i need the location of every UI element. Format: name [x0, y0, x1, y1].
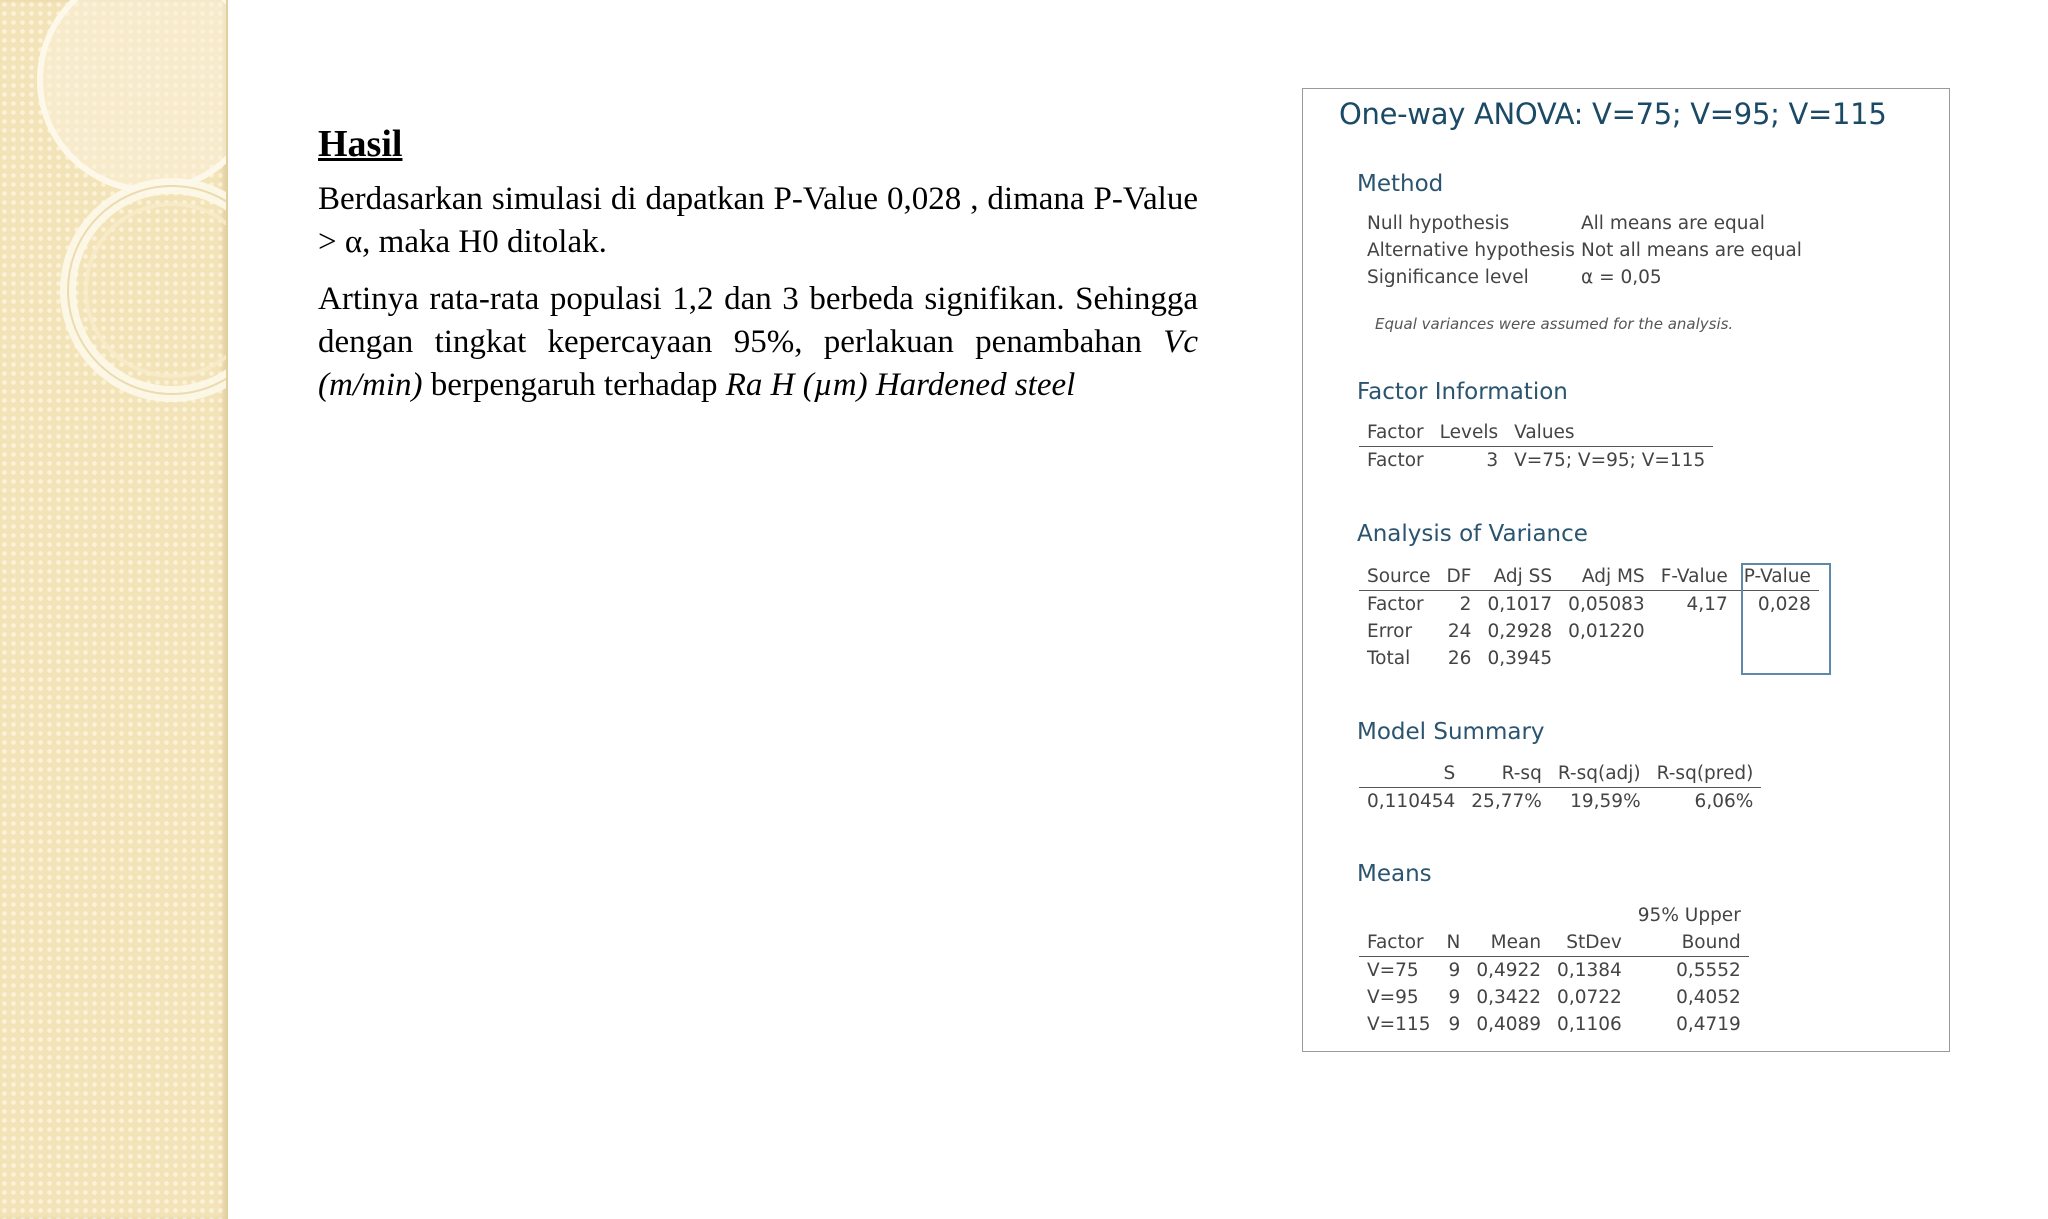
table-header: Levels	[1432, 419, 1506, 447]
table-header: Values	[1506, 419, 1713, 447]
table-cell: 9	[1448, 1014, 1461, 1035]
conclusion-text-a: Artinya rata-rata populasi 1,2 dan 3 berbeda signifikan. Sehingga dengan tingkat kepercayaan 95%, perlakuan penambahan	[318, 281, 1198, 360]
table-header: 95% Upper	[1637, 905, 1741, 926]
factor-info-heading: Factor Information	[1357, 379, 1568, 405]
table-cell: 19,59%	[1570, 791, 1641, 812]
table-cell	[1653, 618, 1736, 645]
table-header: R-sq(adj)	[1550, 760, 1649, 788]
table-cell: 0,4089	[1476, 1014, 1542, 1035]
table-header: Factor	[1359, 419, 1432, 447]
table-cell	[1560, 645, 1653, 672]
table-cell: 0,110454	[1367, 791, 1456, 812]
method-key: Alternative hypothesis	[1367, 240, 1575, 261]
table-cell: 9	[1448, 960, 1461, 981]
table-cell: 0,3945	[1487, 648, 1553, 669]
table-cell: V=115	[1367, 1014, 1431, 1035]
conclusion-text-b: berpengaruh terhadap	[422, 367, 726, 403]
method-value: All means are equal	[1581, 213, 1765, 234]
table-row	[1359, 788, 1761, 816]
conclusion-paragraph	[318, 278, 1198, 407]
table-cell: 24	[1447, 621, 1472, 642]
table-row	[1359, 957, 1749, 985]
table-header: Adj MS	[1560, 563, 1653, 591]
table-cell: 0,0722	[1557, 987, 1622, 1008]
decorative-side-strip	[0, 0, 226, 1219]
table-header: Mean	[1468, 929, 1549, 957]
method-key: Null hypothesis	[1367, 213, 1510, 234]
table-cell: 0,05083	[1568, 594, 1645, 615]
table-cell: 9	[1448, 987, 1461, 1008]
equal-variance-note: Equal variances were assumed for the analysis.	[1375, 315, 1734, 333]
table-header: N	[1438, 929, 1468, 957]
conclusion-vc-term: Vc (m/min)	[318, 324, 1198, 403]
factor-info-table	[1359, 419, 1713, 474]
method-row	[1367, 240, 1802, 261]
table-header: DF	[1439, 563, 1480, 591]
table-cell: 0,1106	[1557, 1014, 1622, 1035]
p-value-highlight-box	[1741, 563, 1831, 675]
table-cell: 0,3422	[1476, 987, 1542, 1008]
variance-heading: Analysis of Variance	[1357, 521, 1588, 547]
result-paragraph: Berdasarkan simulasi di dapatkan P-Value 0,028 , dimana P-Value > α, maka H0 ditolak.	[318, 181, 1198, 260]
table-row	[1359, 447, 1713, 475]
conclusion-ra-term: Ra H (µm) Hardened steel	[725, 367, 1076, 403]
table-row	[1359, 984, 1749, 1011]
table-cell: 0,01220	[1568, 621, 1645, 642]
table-cell: 0,5552	[1676, 960, 1741, 981]
table-header: Factor	[1359, 929, 1438, 957]
table-header: Adj SS	[1479, 563, 1560, 591]
method-row	[1367, 213, 1765, 234]
table-cell: Factor	[1367, 450, 1424, 471]
table-cell: 3	[1486, 450, 1499, 471]
table-header: S	[1359, 760, 1463, 788]
table-header: P-Value	[1736, 563, 1819, 591]
slide-text	[318, 120, 1198, 421]
table-cell: Total	[1367, 648, 1411, 669]
table-cell: 4,17	[1686, 594, 1728, 615]
table-cell: V=75	[1367, 960, 1419, 981]
table-header: Source	[1359, 563, 1439, 591]
table-header: R-sq(pred)	[1649, 760, 1762, 788]
method-value: α = 0,05	[1581, 267, 1662, 288]
anova-output-panel	[1302, 88, 1950, 1052]
table-cell: 6,06%	[1694, 791, 1754, 812]
model-summary-table	[1359, 760, 1761, 815]
strip-edge-divider	[226, 0, 228, 1219]
anova-title: One-way ANOVA: V=75; V=95; V=115	[1339, 97, 1887, 131]
table-cell: V=75; V=95; V=115	[1514, 450, 1706, 471]
table-cell: 26	[1447, 648, 1472, 669]
swirl-ornament	[0, 0, 226, 1219]
method-row	[1367, 267, 1662, 288]
table-cell: 25,77%	[1471, 791, 1542, 812]
table-cell: Factor	[1367, 594, 1424, 615]
table-cell	[1653, 645, 1736, 672]
table-cell: 0,4922	[1476, 960, 1542, 981]
table-header: StDev	[1549, 929, 1630, 957]
table-cell: Error	[1367, 621, 1413, 642]
table-cell: 0,2928	[1487, 621, 1553, 642]
slide-heading: Hasil	[318, 123, 403, 165]
table-cell: V=95	[1367, 987, 1419, 1008]
model-summary-heading: Model Summary	[1357, 719, 1545, 745]
p-value-cell: 0,028	[1757, 594, 1811, 615]
table-header: R-sq	[1463, 760, 1550, 788]
table-cell: 0,4052	[1676, 987, 1741, 1008]
method-heading: Method	[1357, 171, 1444, 197]
method-value: Not all means are equal	[1581, 240, 1802, 261]
table-cell: 0,1384	[1557, 960, 1622, 981]
table-row	[1359, 1011, 1749, 1038]
table-cell: 2	[1459, 594, 1472, 615]
means-heading: Means	[1357, 861, 1432, 887]
table-cell: 0,1017	[1487, 594, 1553, 615]
method-key: Significance level	[1367, 267, 1529, 288]
table-header: F-Value	[1653, 563, 1736, 591]
table-header: Bound	[1630, 929, 1749, 957]
table-cell: 0,4719	[1676, 1014, 1741, 1035]
means-table	[1359, 902, 1749, 1038]
